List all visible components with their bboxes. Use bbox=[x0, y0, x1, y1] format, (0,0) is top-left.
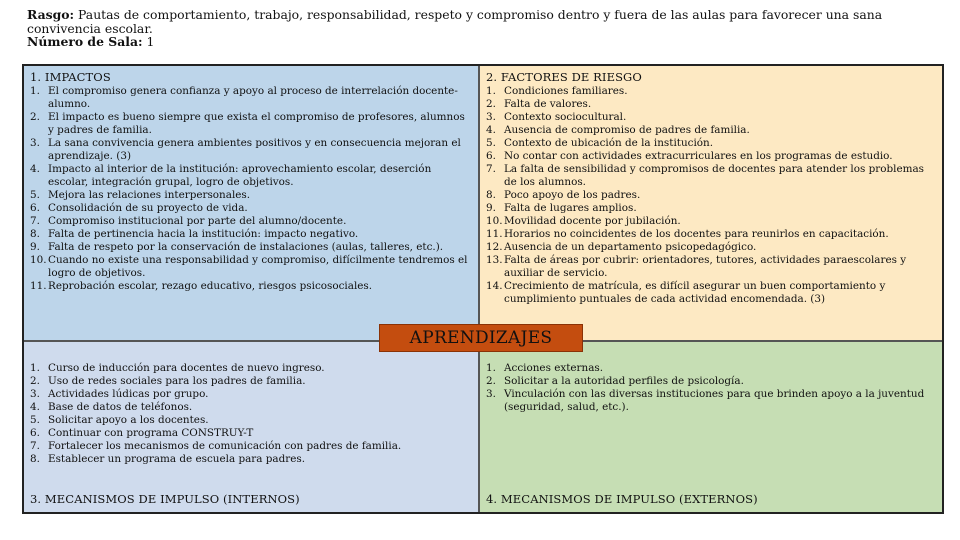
list-item bbox=[30, 388, 470, 401]
list-item-text: Actividades lúdicas por grupo. bbox=[48, 388, 209, 400]
list-item-text: Poco apoyo de los padres. bbox=[504, 189, 641, 201]
rasgo-label: Rasgo: bbox=[27, 7, 75, 22]
list-item-text: Contexto sociocultural. bbox=[504, 111, 627, 123]
sala-label: Número de Sala: bbox=[27, 34, 143, 49]
impactos-title: 1. IMPACTOS bbox=[30, 70, 111, 84]
list-item-text: Vinculación con las diversas instituciones para que brinden apoyo a la juventud (seguridad, salud, etc.). bbox=[504, 388, 925, 413]
list-item-number: 3. bbox=[30, 388, 40, 400]
list-item-number: 9. bbox=[30, 241, 40, 253]
list-item-text: La sana convivencia genera ambientes positivos y en consecuencia mejoran el aprendizaje. (3) bbox=[48, 137, 461, 162]
list-item bbox=[486, 150, 934, 163]
list-item-number: 8. bbox=[30, 228, 40, 240]
list-item bbox=[486, 375, 934, 388]
list-item-text: El impacto es bueno siempre que exista el compromiso de profesores, alumnos y padres de familia. bbox=[48, 111, 465, 136]
list-item-text: Reprobación escolar, rezago educativo, riesgos psicosociales. bbox=[48, 280, 373, 292]
list-item-text: Acciones externas. bbox=[504, 362, 604, 374]
list-item-text: Falta de áreas por cubrir: orientadores, tutores, actividades paraescolares y auxiliar de servicio. bbox=[504, 254, 907, 279]
list-item bbox=[486, 241, 934, 254]
list-item-number: 7. bbox=[30, 215, 40, 227]
list-item-text: Solicitar a la autoridad perfiles de psicología. bbox=[504, 375, 744, 387]
mecanismos-externos-list bbox=[486, 362, 934, 414]
mecanismos-externos-quadrant bbox=[478, 340, 942, 512]
list-item-text: Falta de pertinencia hacia la institución: impacto negativo. bbox=[48, 228, 359, 240]
aprendizajes-label: APRENDIZAJES bbox=[379, 324, 583, 352]
list-item bbox=[486, 98, 934, 111]
list-item bbox=[486, 388, 934, 414]
list-item-number: 7. bbox=[486, 163, 496, 175]
list-item bbox=[30, 280, 470, 293]
list-item-text: Movilidad docente por jubilación. bbox=[504, 215, 681, 227]
list-item-text: Impacto al interior de la institución: aprovechamiento escolar, deserción escolar, integración grupal, logro de objetivos. bbox=[48, 163, 432, 188]
list-item-text: Consolidación de su proyecto de vida. bbox=[48, 202, 248, 214]
list-item-number: 1. bbox=[486, 85, 496, 97]
list-item-number: 4. bbox=[30, 401, 40, 413]
mecanismos-internos-title: 3. MECANISMOS DE IMPULSO (INTERNOS) bbox=[30, 492, 300, 506]
list-item-number: 3. bbox=[30, 137, 40, 149]
list-item-text: Compromiso institucional por parte del alumno/docente. bbox=[48, 215, 347, 227]
list-item bbox=[486, 137, 934, 150]
rasgo-text: Pautas de comportamiento, trabajo, responsabilidad, respeto y compromiso dentro y fuera de las aulas para favorecer una sana convivencia escolar. bbox=[27, 7, 883, 36]
list-item-number: 2. bbox=[30, 375, 40, 387]
list-item-text: Ausencia de compromiso de padres de familia. bbox=[504, 124, 750, 136]
list-item-number: 1. bbox=[30, 85, 40, 97]
list-item-number: 5. bbox=[30, 189, 40, 201]
list-item-text: No contar con actividades extracurriculares en los programas de estudio. bbox=[504, 150, 893, 162]
list-item bbox=[30, 453, 470, 466]
list-item-text: La falta de sensibilidad y compromisos de docentes para atender los problemas de los alumnos. bbox=[504, 163, 924, 188]
mecanismos-internos-quadrant bbox=[24, 340, 478, 512]
mecanismos-internos-list bbox=[30, 362, 470, 466]
list-item-number: 5. bbox=[30, 414, 40, 426]
slide-header bbox=[27, 8, 947, 49]
impactos-quadrant bbox=[24, 66, 478, 340]
list-item bbox=[486, 254, 934, 280]
list-item bbox=[486, 202, 934, 215]
list-item bbox=[30, 228, 470, 241]
list-item-number: 2. bbox=[486, 375, 496, 387]
list-item bbox=[30, 215, 470, 228]
list-item-number: 6. bbox=[30, 202, 40, 214]
list-item-number: 6. bbox=[30, 427, 40, 439]
list-item-number: 11. bbox=[486, 228, 503, 240]
list-item bbox=[486, 189, 934, 202]
list-item bbox=[30, 375, 470, 388]
list-item-text: Solicitar apoyo a los docentes. bbox=[48, 414, 209, 426]
list-item-text: Falta de valores. bbox=[504, 98, 592, 110]
list-item-text: Falta de lugares amplios. bbox=[504, 202, 637, 214]
list-item-number: 6. bbox=[486, 150, 496, 162]
factores-riesgo-list bbox=[486, 85, 934, 306]
list-item bbox=[486, 111, 934, 124]
list-item bbox=[30, 202, 470, 215]
list-item-text: Crecimiento de matrícula, es difícil asegurar un buen comportamiento y cumplimiento puntuales de cada actividad encomendada. (3) bbox=[504, 280, 886, 305]
list-item-text: Continuar con programa CONSTRUY-T bbox=[48, 427, 254, 439]
list-item bbox=[30, 111, 470, 137]
mecanismos-externos-title: 4. MECANISMOS DE IMPULSO (EXTERNOS) bbox=[486, 492, 758, 506]
list-item-text: Mejora las relaciones interpersonales. bbox=[48, 189, 251, 201]
list-item bbox=[30, 362, 470, 375]
list-item-number: 3. bbox=[486, 388, 496, 400]
list-item-text: Establecer un programa de escuela para padres. bbox=[48, 453, 306, 465]
list-item-number: 12. bbox=[486, 241, 503, 253]
list-item-number: 8. bbox=[486, 189, 496, 201]
list-item-text: Condiciones familiares. bbox=[504, 85, 628, 97]
impactos-list bbox=[30, 85, 470, 293]
list-item-number: 9. bbox=[486, 202, 496, 214]
quadrant-grid bbox=[22, 64, 944, 514]
sala-value: 1 bbox=[142, 34, 155, 49]
list-item-text: Cuando no existe una responsabilidad y compromiso, difícilmente tendremos el logro de objetivos. bbox=[48, 254, 468, 279]
factores-riesgo-quadrant bbox=[478, 66, 942, 340]
list-item bbox=[30, 401, 470, 414]
list-item-text: Horarios no coincidentes de los docentes para reunirlos en capacitación. bbox=[504, 228, 889, 240]
list-item bbox=[30, 414, 470, 427]
list-item-text: Ausencia de un departamento psicopedagógico. bbox=[504, 241, 757, 253]
list-item-text: Falta de respeto por la conservación de instalaciones (aulas, talleres, etc.). bbox=[48, 241, 444, 253]
list-item-text: Fortalecer los mecanismos de comunicación con padres de familia. bbox=[48, 440, 402, 452]
list-item-text: Curso de inducción para docentes de nuevo ingreso. bbox=[48, 362, 325, 374]
list-item bbox=[486, 85, 934, 98]
list-item-number: 2. bbox=[486, 98, 496, 110]
sala-line bbox=[27, 35, 947, 49]
list-item-number: 10. bbox=[486, 215, 503, 227]
list-item-number: 13. bbox=[486, 254, 503, 266]
list-item-number: 10. bbox=[30, 254, 47, 266]
list-item-number: 4. bbox=[30, 163, 40, 175]
list-item bbox=[486, 362, 934, 375]
list-item-text: El compromiso genera confianza y apoyo al proceso de interrelación docente- alumno. bbox=[48, 85, 458, 110]
list-item-text: Uso de redes sociales para los padres de familia. bbox=[48, 375, 306, 387]
list-item bbox=[486, 124, 934, 137]
list-item bbox=[30, 137, 470, 163]
list-item-number: 8. bbox=[30, 453, 40, 465]
list-item bbox=[30, 440, 470, 453]
list-item-number: 7. bbox=[30, 440, 40, 452]
list-item-number: 11. bbox=[30, 280, 47, 292]
list-item bbox=[486, 228, 934, 241]
list-item-number: 3. bbox=[486, 111, 496, 123]
list-item bbox=[486, 163, 934, 189]
list-item bbox=[30, 189, 470, 202]
list-item bbox=[30, 241, 470, 254]
list-item bbox=[486, 215, 934, 228]
list-item bbox=[486, 280, 934, 306]
list-item bbox=[30, 85, 470, 111]
list-item-number: 4. bbox=[486, 124, 496, 136]
factores-riesgo-title: 2. FACTORES DE RIESGO bbox=[486, 70, 642, 84]
list-item-number: 2. bbox=[30, 111, 40, 123]
list-item-number: 1. bbox=[30, 362, 40, 374]
list-item bbox=[30, 254, 470, 280]
list-item-text: Contexto de ubicación de la institución. bbox=[504, 137, 714, 149]
list-item-number: 14. bbox=[486, 280, 503, 292]
center-label-wrap bbox=[24, 324, 942, 352]
list-item-number: 5. bbox=[486, 137, 496, 149]
list-item bbox=[30, 163, 470, 189]
list-item-text: Base de datos de teléfonos. bbox=[48, 401, 193, 413]
list-item bbox=[30, 427, 470, 440]
rasgo-line bbox=[27, 8, 947, 35]
list-item-number: 1. bbox=[486, 362, 496, 374]
